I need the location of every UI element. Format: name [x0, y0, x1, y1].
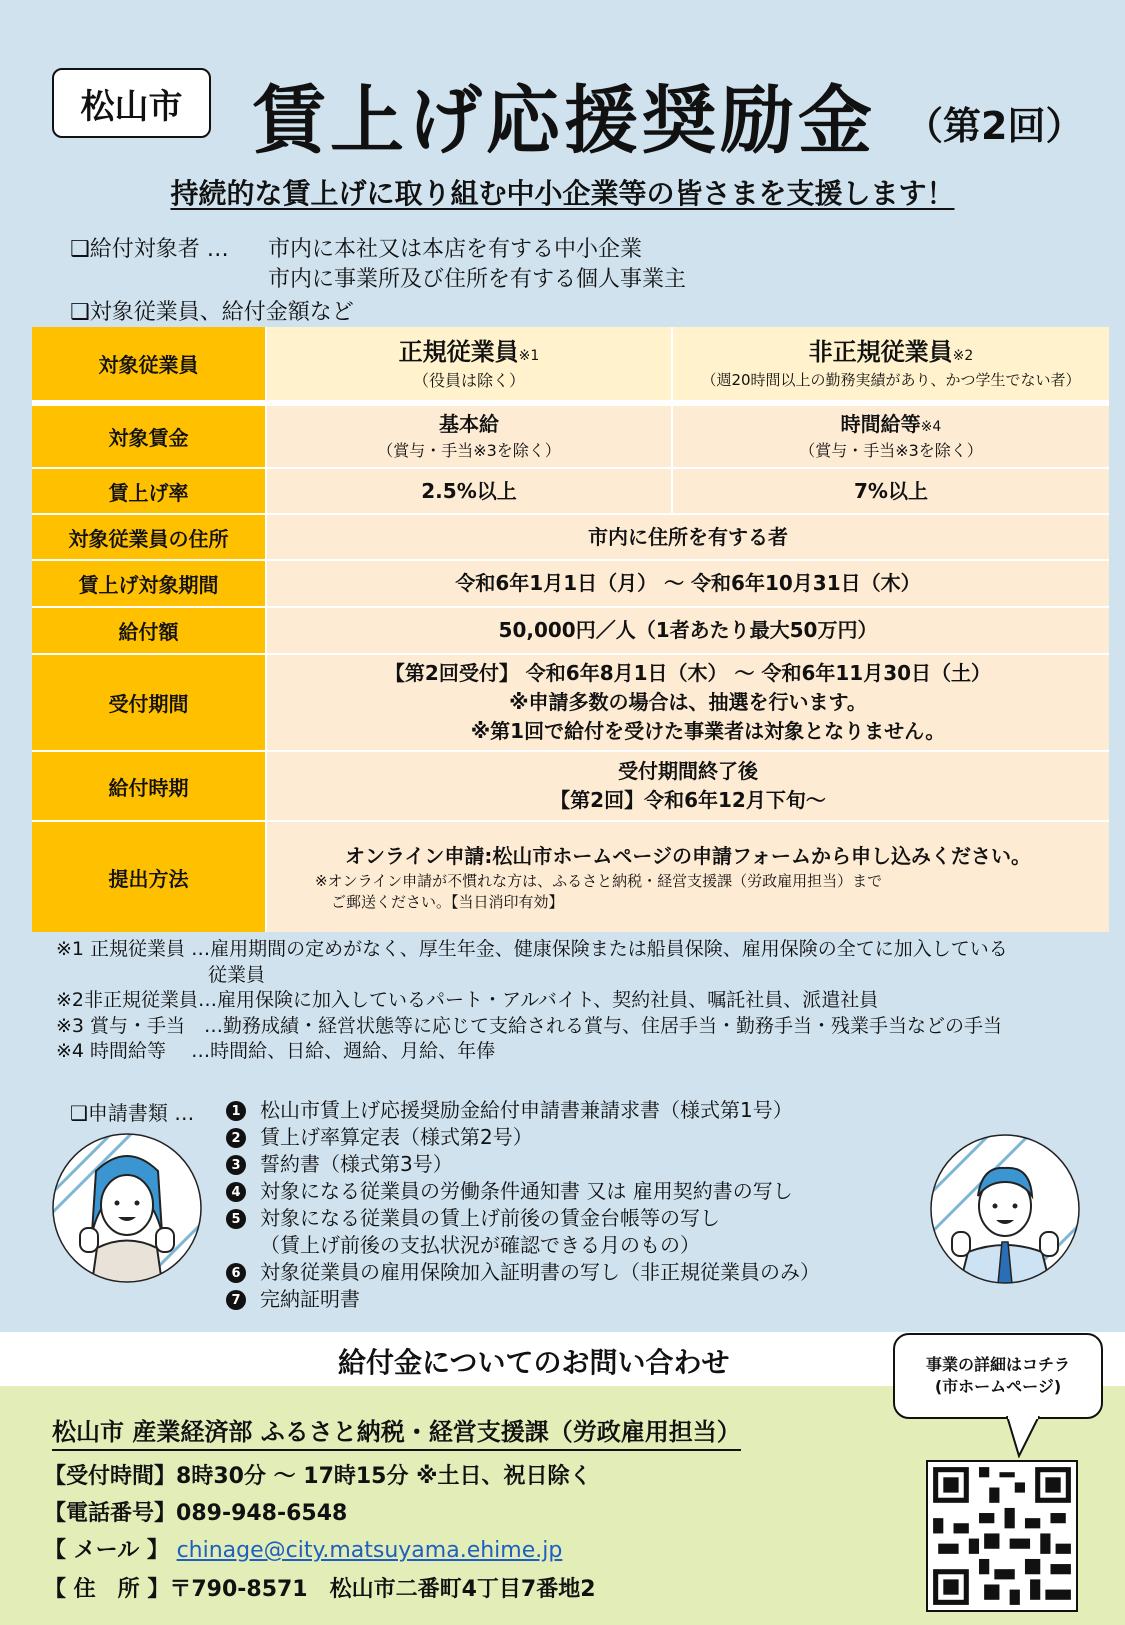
reception-line-2: ※申請多数の場合は、抽選を行います。 [509, 690, 867, 714]
document-item [226, 1124, 820, 1151]
timing-line-2: 【第2回】令和6年12月下旬～ [550, 788, 826, 812]
document-item [226, 1205, 820, 1232]
reception-cell [267, 655, 1109, 750]
hours-label: 【受付時間】 [44, 1464, 177, 1489]
reception-label-cell: 受付期間 [32, 655, 265, 750]
nonregular-header-cell [673, 327, 1109, 400]
reception-line-3: ※第1回で給付を受けた事業者は対象となりません。 [470, 719, 946, 743]
page-title: 賃上げ応援奨励金 [252, 78, 876, 164]
reception-line-1: 【第2回受付】 令和6年8月1日（木） ～ 令和6年11月30日（土） [384, 661, 992, 685]
phone-value: 089-948-6548 [176, 1501, 348, 1526]
woman-illustration [52, 1133, 202, 1283]
nonregular-sub: （週20時間以上の勤務実績があり、かつ学生でない者） [701, 371, 1081, 390]
regular-sub: （役員は除く） [412, 371, 525, 391]
contact-hours-row [44, 1459, 592, 1490]
footnote-3: ※3 賞与・手当 …勤務成績・経営状態等に応じて支給される賞与、住居手当・勤務手当・残業手当などの手当 [56, 1014, 1003, 1037]
documents-list [226, 1097, 820, 1313]
footnote-1-cont: 従業員 [56, 963, 266, 986]
amount-label-cell: 給付額 [32, 608, 265, 653]
nonregular-wage: 時間給等 [840, 412, 921, 437]
address-label: 【 住 所 】 [44, 1577, 170, 1602]
title-round: （第2回） [905, 104, 1084, 148]
subtitle [0, 172, 1125, 212]
footnote-4: ※4 時間給等 …時間給、日給、週給、月給、年俸 [56, 1040, 496, 1062]
nonregular-wage-mark: ※4 [920, 419, 942, 436]
address-label-cell: 対象従業員の住所 [32, 515, 265, 559]
method-note-1: ※オンライン申請が不慣れな方は、ふるさと納税・経営支援課（労政雇用担当）まで [315, 871, 883, 890]
method-note-2: ご郵送ください。【当日消印有効】 [331, 892, 564, 911]
number-icon: 2 [226, 1128, 246, 1148]
regular-wage: 基本給 [439, 412, 499, 437]
document-text: 誓約書（様式第3号） [260, 1152, 453, 1176]
city-badge: 松山市 [52, 68, 211, 138]
period-label-cell: 賃上げ対象期間 [32, 561, 265, 606]
document-item [226, 1178, 820, 1205]
eligibility-value-1: 市内に本社又は本店を有する中小企業 [268, 237, 643, 262]
nonregular-rate: 7%以上 [673, 469, 1109, 513]
number-icon: 5 [226, 1209, 246, 1229]
contact-mail-row [44, 1533, 562, 1564]
nonregular-mark: ※2 [952, 348, 974, 365]
documents-label: ❑申請書類 … [70, 1101, 195, 1125]
footnote-2: ※2非正規従業員…雇用保険に加入しているパート・アルバイト、契約社員、嘱託社員、派遣社員 [56, 989, 879, 1011]
document-item [226, 1259, 820, 1286]
address-value: 〒790-8571 松山市二番町4丁目7番地2 [169, 1577, 596, 1602]
department: 松山市 産業経済部 ふるさと納税・経営支援課（労政雇用担当） [52, 1412, 741, 1451]
method-label-cell: 提出方法 [32, 822, 265, 932]
address-value: 市内に住所を有する者 [267, 515, 1109, 559]
qr-callout [893, 1333, 1103, 1419]
document-text: （賃上げ前後の支払状況が確認できる月のもの） [260, 1233, 700, 1257]
rate-label-cell: 賃上げ率 [32, 469, 265, 513]
footnote-1: ※1 正規従業員 …雇用期間の定めがなく、厚生年金、健康保険または船員保険、雇用保険の全てに加入している [56, 938, 1008, 960]
period-value: 令和6年1月1日（月） ～ 令和6年10月31日（木） [267, 561, 1109, 606]
document-text: 完納証明書 [260, 1287, 360, 1311]
document-text: 対象になる従業員の労働条件通知書 又は 雇用契約書の写し [260, 1179, 793, 1203]
contact-heading: 給付金についてのお問い合わせ [338, 1346, 730, 1379]
eligibility-label: ❑給付対象者 … [70, 237, 229, 262]
regular-mark: ※1 [518, 347, 540, 364]
amount-value: 50,000円／人（1者あたり最大50万円） [267, 608, 1109, 653]
timing-line-1: 受付期間終了後 [618, 759, 758, 783]
phone-label: 【電話番号】 [44, 1501, 177, 1526]
method-line-1: オンライン申請:松山市ホームページの申請フォームから申し込みください。 [345, 843, 1031, 868]
mail-link[interactable]: chinage@city.matsuyama.ehime.jp [176, 1538, 563, 1563]
document-text: 対象になる従業員の賃上げ前後の賃金台帳等の写し [260, 1206, 720, 1230]
nonregular-wage-cell [673, 406, 1109, 467]
regular-rate: 2.5%以上 [267, 469, 671, 513]
timing-label-cell: 給付時期 [32, 752, 265, 820]
eligibility-value-2: 市内に事業所及び住所を有する個人事業主 [268, 267, 687, 292]
qr-callout-line-1: 事業の詳細はコチラ [925, 1354, 1070, 1374]
number-icon: 1 [226, 1101, 246, 1121]
number-icon: 6 [226, 1263, 246, 1283]
header-label-cell: 対象従業員 [32, 327, 265, 400]
nonregular-wage-sub: （賞与・手当※3を除く） [799, 441, 983, 461]
regular-wage-sub: （賞与・手当※3を除く） [377, 441, 561, 461]
document-item-cont [226, 1232, 820, 1259]
man-illustration [930, 1134, 1080, 1284]
conditions-table [32, 327, 1109, 932]
mail-label: 【 メール 】 [44, 1538, 169, 1563]
document-item [226, 1151, 820, 1178]
hours-value: 8時30分 ～ 17時15分 ※土日、祝日除く [176, 1464, 592, 1489]
document-text: 賃上げ率算定表（様式第2号） [260, 1125, 533, 1149]
footnotes [56, 937, 1008, 1065]
document-item [226, 1286, 820, 1313]
timing-cell [267, 752, 1109, 820]
number-icon: 3 [226, 1155, 246, 1175]
number-icon: 4 [226, 1182, 246, 1202]
method-cell [267, 822, 1109, 932]
qr-callout-line-2: (市ホームページ) [934, 1377, 1062, 1396]
regular-wage-cell [267, 406, 671, 467]
contact-address-row [44, 1572, 596, 1603]
contact-phone-row [44, 1496, 347, 1527]
document-item [226, 1097, 820, 1124]
regular-header-cell [267, 327, 671, 400]
number-icon: 7 [226, 1290, 246, 1310]
employees-label: ❑対象従業員、給付金額など [70, 300, 354, 325]
regular-title: 正規従業員 [398, 337, 519, 366]
nonregular-title: 非正規従業員 [808, 338, 953, 367]
callout-tail-icon [1005, 1416, 1045, 1458]
wage-label-cell: 対象賃金 [32, 406, 265, 467]
document-text: 松山市賃上げ応援奨励金給付申請書兼請求書（様式第1号） [260, 1098, 793, 1122]
qr-code-icon[interactable] [926, 1460, 1078, 1612]
subtitle-text: 持続的な賃上げに取り組む中小企業等の皆さまを支援します！ [170, 177, 955, 210]
document-text: 対象従業員の雇用保険加入証明書の写し（非正規従業員のみ） [260, 1260, 820, 1284]
